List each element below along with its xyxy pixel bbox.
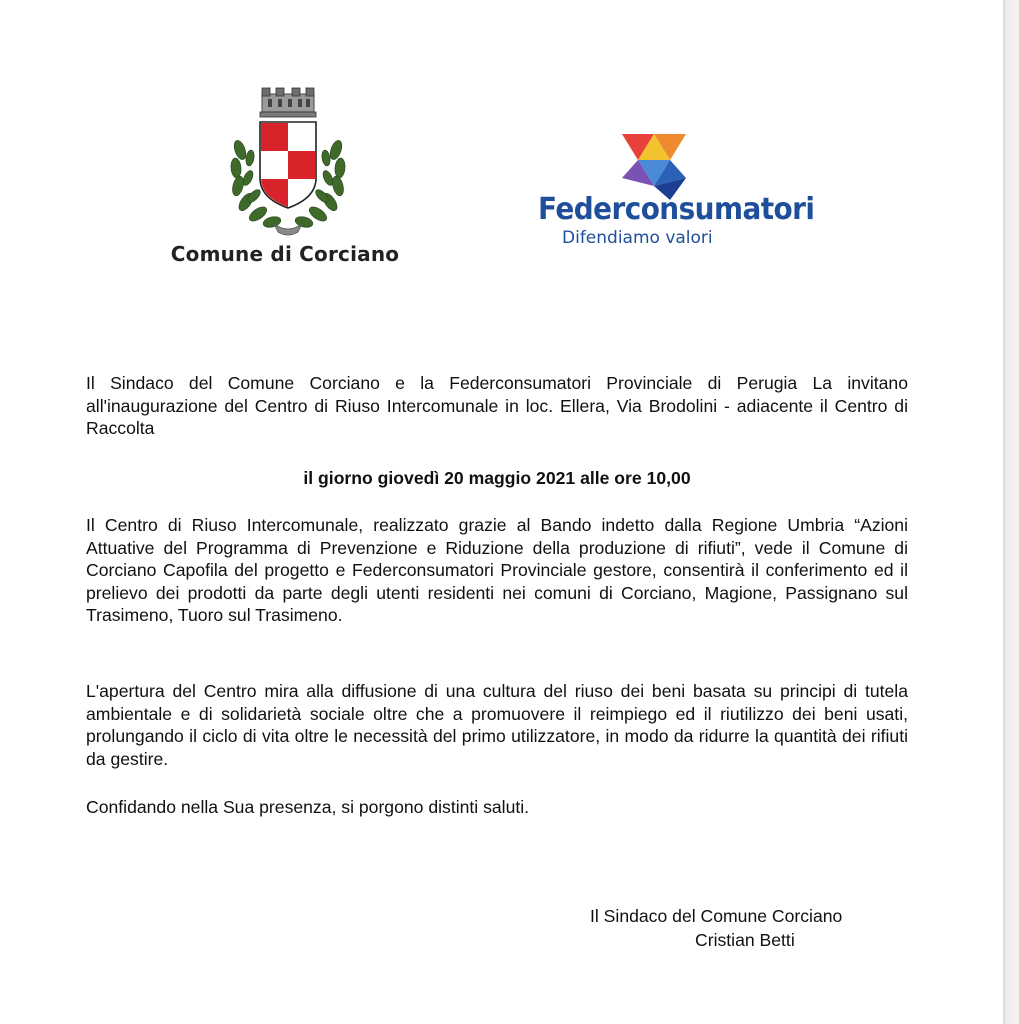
signature-role: Il Sindaco del Comune Corciano [590, 906, 843, 926]
closing-paragraph: Confidando nella Sua presenza, si porgono distinti saluti. [86, 797, 530, 817]
purpose-paragraph: L'apertura del Centro mira alla diffusione di una cultura del riuso dei beni basata su principi di tutela ambientale e di solidarietà sociale oltre che a promuovere il reimpiego ed il riutilizzo dei beni usati, prolungando il ciclo di vita oltre le necessità del primo utilizzatore, in modo da ridurre la quantità dei rifiuti da gestire. [86, 681, 908, 769]
comune-name-label: Comune di Corciano [170, 242, 400, 266]
federconsumatori-slogan: Difendiamo valori [562, 228, 713, 248]
signature-name: Cristian Betti [695, 930, 795, 950]
description-paragraph: Il Centro di Riuso Intercomunale, realizzato grazie al Bando indetto dalla Regione Umbria “Azioni Attuative del Programma di Prevenzione e Riduzione della produzione di rifiuti”, vede il Comune di Corciano Capofila del progetto e Federconsumatori Provinciale gestore, consentirà il conferimento ed il prelievo dei prodotti da parte degli utenti residenti nei comuni di Corciano, Magione, Passignano sul Trasimeno, Tuoro sul Trasimeno. [86, 515, 908, 626]
comune-coat-of-arms-icon [226, 86, 350, 240]
intro-paragraph: Il Sindaco del Comune Corciano e la Federconsumatori Provinciale di Perugia La invitano all'inaugurazione del Centro di Riuso Intercomunale in loc. Ellera, Via Brodolini - adiacente il Centro di Raccolta [86, 373, 908, 439]
event-date-line: il giorno giovedì 20 maggio 2021 alle ore 10,00 [303, 468, 691, 488]
page-edge-divider [1003, 0, 1019, 1024]
federconsumatori-name: Federconsumatori [538, 192, 815, 227]
